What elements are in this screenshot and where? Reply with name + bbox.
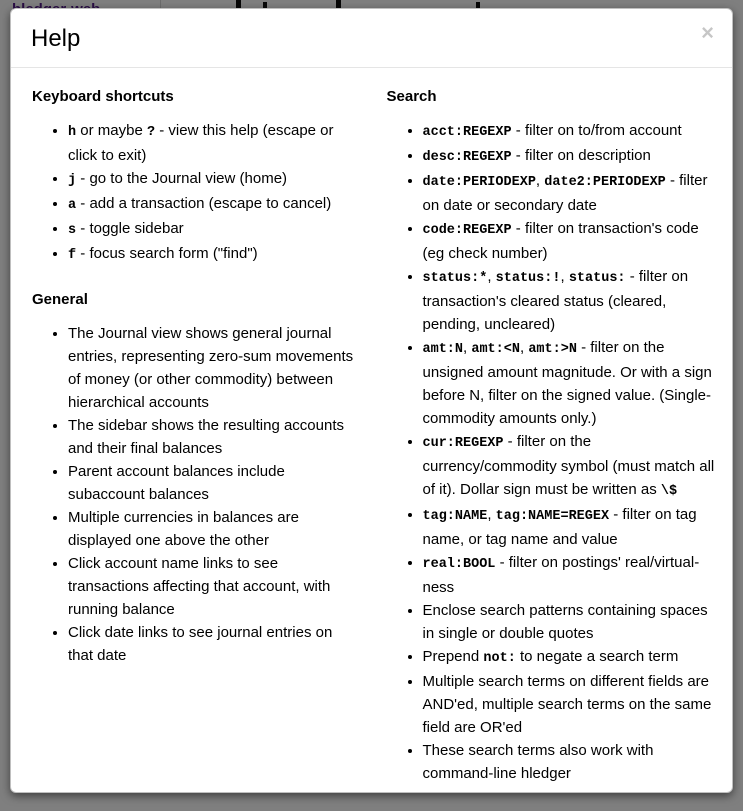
list-item: • real:BOOL - filter on postings' real/virtual-ness bbox=[423, 551, 719, 599]
list-item: • Parent account balances include subaccount balances bbox=[68, 460, 359, 506]
code-term: \$ bbox=[660, 484, 678, 499]
list-item: • code:REGEXP - filter on transaction's code (eg check number) bbox=[423, 217, 719, 265]
list-item: • Click date links to see journal entries on that date bbox=[68, 621, 359, 667]
code-term: amt:>N bbox=[528, 342, 577, 357]
list-item: • These search terms also work with command-line hledger bbox=[423, 739, 719, 785]
list-item: • cur:REGEXP - filter on the currency/commodity symbol (must match all of it). Dollar sign must be written as \$ bbox=[423, 430, 719, 503]
code-term: s bbox=[68, 223, 77, 238]
code-term: date:PERIODEXP bbox=[422, 175, 536, 190]
close-icon[interactable]: × bbox=[701, 20, 714, 45]
modal-header bbox=[11, 9, 732, 68]
code-term: desc:REGEXP bbox=[422, 150, 512, 165]
code-term: amt:<N bbox=[471, 342, 520, 357]
code-term: h bbox=[68, 125, 77, 140]
list-item: • desc:REGEXP - filter on description bbox=[423, 144, 719, 169]
code-term: f bbox=[68, 248, 77, 263]
code-term: amt:N bbox=[422, 342, 464, 357]
help-list bbox=[32, 119, 359, 267]
code-term: not: bbox=[483, 651, 516, 666]
code-term: status:! bbox=[495, 271, 561, 286]
code-term: a bbox=[68, 198, 77, 213]
section-heading: Search bbox=[386, 88, 437, 105]
modal-title: Help bbox=[31, 25, 81, 52]
code-term: tag:NAME bbox=[422, 509, 488, 524]
list-item: • amt:N, amt:<N, amt:>N - filter on the unsigned amount magnitude. Or with a sign before N, filter on the signed value. (Single-commodity amounts only.) bbox=[423, 336, 719, 430]
section-heading: General bbox=[32, 291, 88, 308]
list-item: • The Journal view shows general journal entries, representing zero-sum movements of money (or other commodity) between hierarchical accounts bbox=[68, 322, 359, 414]
list-item: • s - toggle sidebar bbox=[68, 217, 359, 242]
code-term: code:REGEXP bbox=[422, 223, 512, 238]
code-term: cur:REGEXP bbox=[422, 436, 504, 451]
code-term: tag:NAME=REGEX bbox=[495, 509, 610, 524]
code-term: j bbox=[68, 173, 77, 188]
list-item: • j - go to the Journal view (home) bbox=[68, 167, 359, 192]
help-column-right bbox=[373, 88, 725, 785]
list-item: • Multiple search terms on different fields are AND'ed, multiple search terms on the same field are OR'ed bbox=[423, 670, 719, 739]
list-item: • h or maybe ? - view this help (escape or click to exit) bbox=[68, 119, 359, 167]
list-item: • Prepend not: to negate a search term bbox=[423, 645, 719, 670]
list-item: • Click account name links to see transactions affecting that account, with running balance bbox=[68, 552, 359, 621]
list-item: • date:PERIODEXP, date2:PERIODEXP - filter on date or secondary date bbox=[423, 169, 719, 217]
list-item: • Enclose search patterns containing spaces in single or double quotes bbox=[423, 599, 719, 645]
code-term: status:* bbox=[422, 271, 488, 286]
code-term: acct:REGEXP bbox=[422, 125, 512, 140]
list-item: • The sidebar shows the resulting accounts and their final balances bbox=[68, 414, 359, 460]
code-term: real:BOOL bbox=[422, 557, 496, 572]
code-term: ? bbox=[146, 125, 156, 140]
list-item: • a - add a transaction (escape to cancel) bbox=[68, 192, 359, 217]
list-item: • status:*, status:!, status: - filter on transaction's cleared status (cleared, pending, uncleared) bbox=[423, 265, 719, 336]
list-item: • acct:REGEXP - filter on to/from account bbox=[423, 119, 719, 144]
help-column-left bbox=[21, 88, 373, 667]
list-item: • f - focus search form ("find") bbox=[68, 242, 359, 267]
section-heading: Keyboard shortcuts bbox=[32, 88, 174, 105]
list-item: • Multiple currencies in balances are displayed one above the other bbox=[68, 506, 359, 552]
help-modal bbox=[10, 8, 733, 793]
help-list bbox=[387, 119, 719, 785]
help-list bbox=[32, 322, 359, 667]
modal-body bbox=[11, 68, 732, 793]
code-term: date2:PERIODEXP bbox=[544, 175, 666, 190]
list-item: • tag:NAME, tag:NAME=REGEX - filter on tag name, or tag name and value bbox=[423, 503, 719, 551]
code-term: status: bbox=[568, 271, 626, 286]
